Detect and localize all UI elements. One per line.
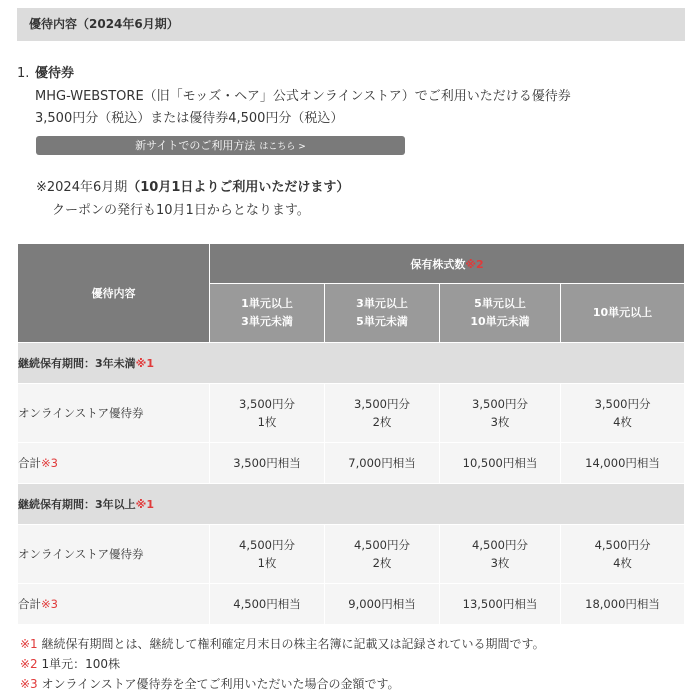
footnote: ※2 1単元：100株	[20, 657, 121, 671]
footnotes	[20, 634, 545, 694]
total-cell: 14,000円相当	[561, 443, 685, 484]
item-description-line1: MHG-WEBSTORE（旧「モッズ・ヘア」公式オンラインストア）でご利用いただける優待券	[35, 89, 571, 104]
item-number: 1.	[17, 66, 30, 81]
voucher-cell: 4,500円分 2枚	[325, 525, 440, 584]
total-cell: 7,000円相当	[325, 443, 440, 484]
column-header: 5単元以上 10単元未満	[440, 284, 561, 343]
row-label: オンラインストア優待券	[18, 525, 210, 584]
benefit-table	[17, 243, 685, 625]
voucher-cell: 4,500円分 1枚	[210, 525, 325, 584]
total-cell: 10,500円相当	[440, 443, 561, 484]
voucher-cell: 3,500円分 1枚	[210, 384, 325, 443]
header-benefit-content: 優待内容	[18, 244, 210, 343]
coupon-note: クーポンの発行も10月1日からとなります。	[52, 203, 310, 218]
availability-note-prefix: ※2024年6月期	[36, 180, 128, 195]
total-label: 合計※3	[18, 584, 210, 625]
footnote: ※3 オンラインストア優待券を全てご利用いただいた場合の金額です。	[20, 677, 400, 691]
header-shares-held: 保有株式数※2	[210, 244, 685, 284]
availability-note	[36, 178, 349, 198]
usage-guide-button-suffix: はこちら >	[259, 142, 306, 152]
total-cell: 18,000円相当	[561, 584, 685, 625]
column-header: 3単元以上 5単元未満	[325, 284, 440, 343]
voucher-cell: 4,500円分 4枚	[561, 525, 685, 584]
total-cell: 4,500円相当	[210, 584, 325, 625]
group-row: 継続保有期間：3年以上※1	[18, 484, 685, 525]
header-shares-mark: ※2	[465, 257, 484, 271]
footnote: ※1 継続保有期間とは、継続して権利確定月末日の株主名簿に記載又は記録されている期間です。	[20, 637, 545, 651]
usage-guide-button-label: 新サイトでのご利用方法	[135, 139, 256, 152]
voucher-cell: 3,500円分 2枚	[325, 384, 440, 443]
total-label: 合計※3	[18, 443, 210, 484]
total-cell: 9,000円相当	[325, 584, 440, 625]
availability-note-bold: （10月1日よりご利用いただけます）	[127, 180, 350, 195]
total-cell: 13,500円相当	[440, 584, 561, 625]
column-header: 1単元以上 3単元未満	[210, 284, 325, 343]
voucher-cell: 3,500円分 3枚	[440, 384, 561, 443]
voucher-cell: 4,500円分 3枚	[440, 525, 561, 584]
item-title: 優待券	[35, 66, 75, 81]
item-heading	[17, 65, 74, 83]
section-title: 優待内容（2024年6月期）	[17, 8, 685, 41]
row-label: オンラインストア優待券	[18, 384, 210, 443]
item-description-line2: 3,500円分（税込）または優待券4,500円分（税込）	[35, 111, 344, 126]
group-row: 継続保有期間：3年未満※1	[18, 343, 685, 384]
total-cell: 3,500円相当	[210, 443, 325, 484]
voucher-cell: 3,500円分 4枚	[561, 384, 685, 443]
column-header: 10単元以上	[561, 284, 685, 343]
usage-guide-button[interactable]	[36, 136, 405, 155]
